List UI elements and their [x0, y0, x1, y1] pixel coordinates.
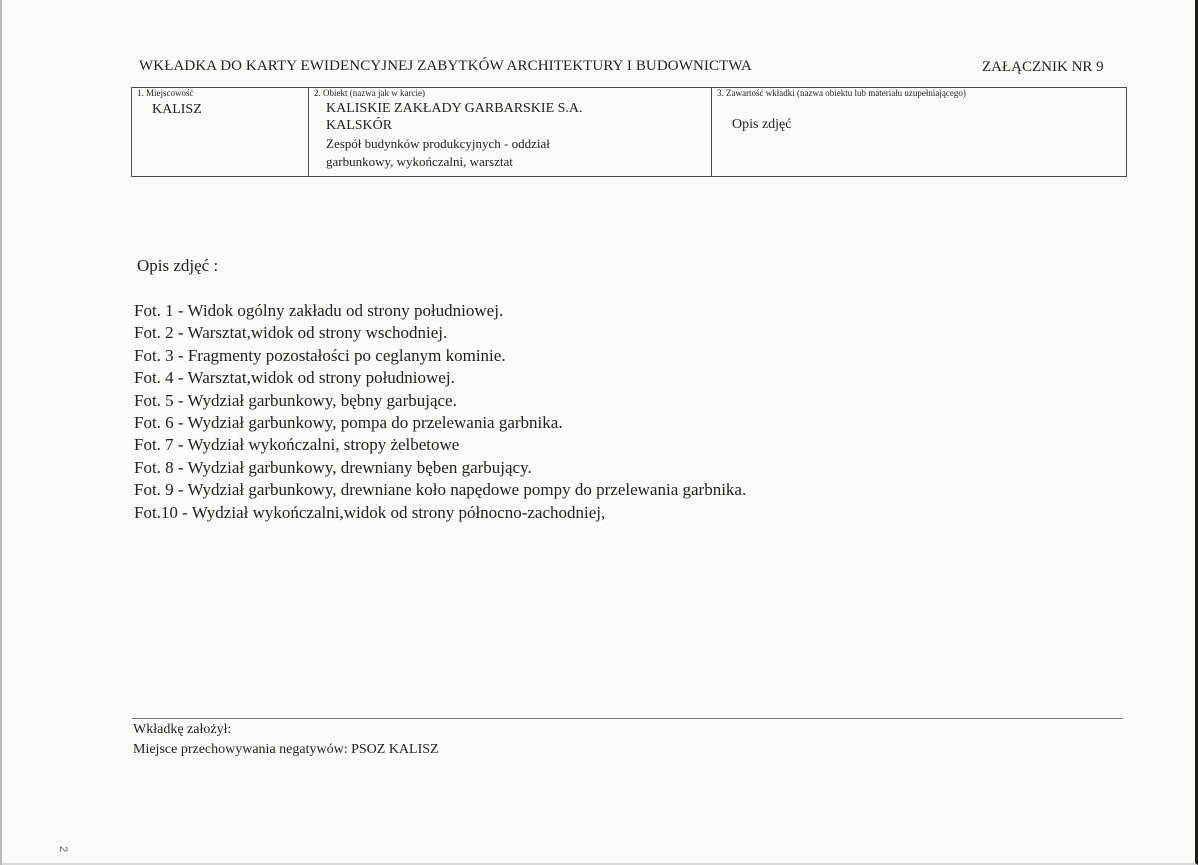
object-name-line: KALISKIE ZAKŁADY GARBARSKIE S.A.: [326, 101, 583, 116]
created-by-label: Wkładkę założył:: [133, 722, 232, 737]
photo-description-item-5: Fot. 5 - Wydział garbunkowy, bębny garbujące.: [134, 390, 457, 410]
annex-number: ZAŁĄCZNIK NR 9: [982, 59, 1104, 75]
location-label: 1. Miejscowość: [137, 88, 194, 98]
photo-description-item-6: Fot. 6 - Wydział garbunkowy, pompa do przelewania garbnika.: [134, 413, 563, 433]
object-departments-line: garbunkowy, wykończalni, warsztat: [326, 154, 513, 169]
negative-storage-place: Miejsce przechowywania negatywów: PSOZ KALISZ: [133, 742, 439, 757]
document-header-title: WKŁADKA DO KARTY EWIDENCYJNEJ ZABYTKÓW ARCHITEKTURY I BUDOWNICTWA: [139, 58, 752, 74]
photo-description-item-1: Fot. 1 - Widok ogólny zakładu od strony południowej.: [134, 301, 504, 320]
page-left-edge: [0, 0, 2, 865]
photo-description-item-7: Fot. 7 - Wydział wykończalni, stropy żelbetowe: [134, 435, 460, 455]
photo-description-item-2: Fot. 2 - Warsztat,widok od strony wschodniej.: [134, 323, 448, 343]
page-number-mark: 2: [57, 845, 70, 853]
footer-notes: [133, 720, 439, 760]
content-cell: [712, 88, 1127, 177]
location-cell: [132, 88, 309, 177]
photo-description-item-10: Fot.10 - Wydział wykończalni,widok od strony północno-zachodniej,: [134, 502, 606, 522]
object-info-row: [132, 88, 1127, 177]
photo-description-item-8: Fot. 8 - Wydział garbunkowy, drewniany bęben garbujący.: [134, 457, 532, 477]
object-short-name-line: KALSKÓR: [326, 118, 393, 133]
footer-divider: [132, 718, 1123, 719]
photo-description-title: Opis zdjęć :: [137, 256, 219, 275]
location-value: KALISZ: [152, 102, 202, 117]
photo-description-item-4: Fot. 4 - Warsztat,widok od strony południowej.: [134, 368, 455, 388]
photo-description-list: [134, 300, 974, 524]
object-description: [326, 100, 698, 170]
content-label: 3. Zawartość wkładki (nazwa obiektu lub materiału uzupełniającego): [717, 88, 966, 98]
object-complex-line: Zespół budynków produkcyjnych - oddział: [326, 136, 550, 151]
photo-description-item-3: Fot. 3 - Fragmenty pozostałości po ceglanym kominie.: [134, 345, 506, 365]
photo-description-item-9: Fot. 9 - Wydział garbunkowy, drewniane koło napędowe pompy do przelewania garbnika.: [134, 480, 747, 500]
object-label: 2. Obiekt (nazwa jak w karcie): [314, 88, 425, 98]
object-cell: [309, 88, 712, 177]
content-value: Opis zdjęć: [732, 117, 792, 132]
object-info-table: [131, 87, 1127, 177]
